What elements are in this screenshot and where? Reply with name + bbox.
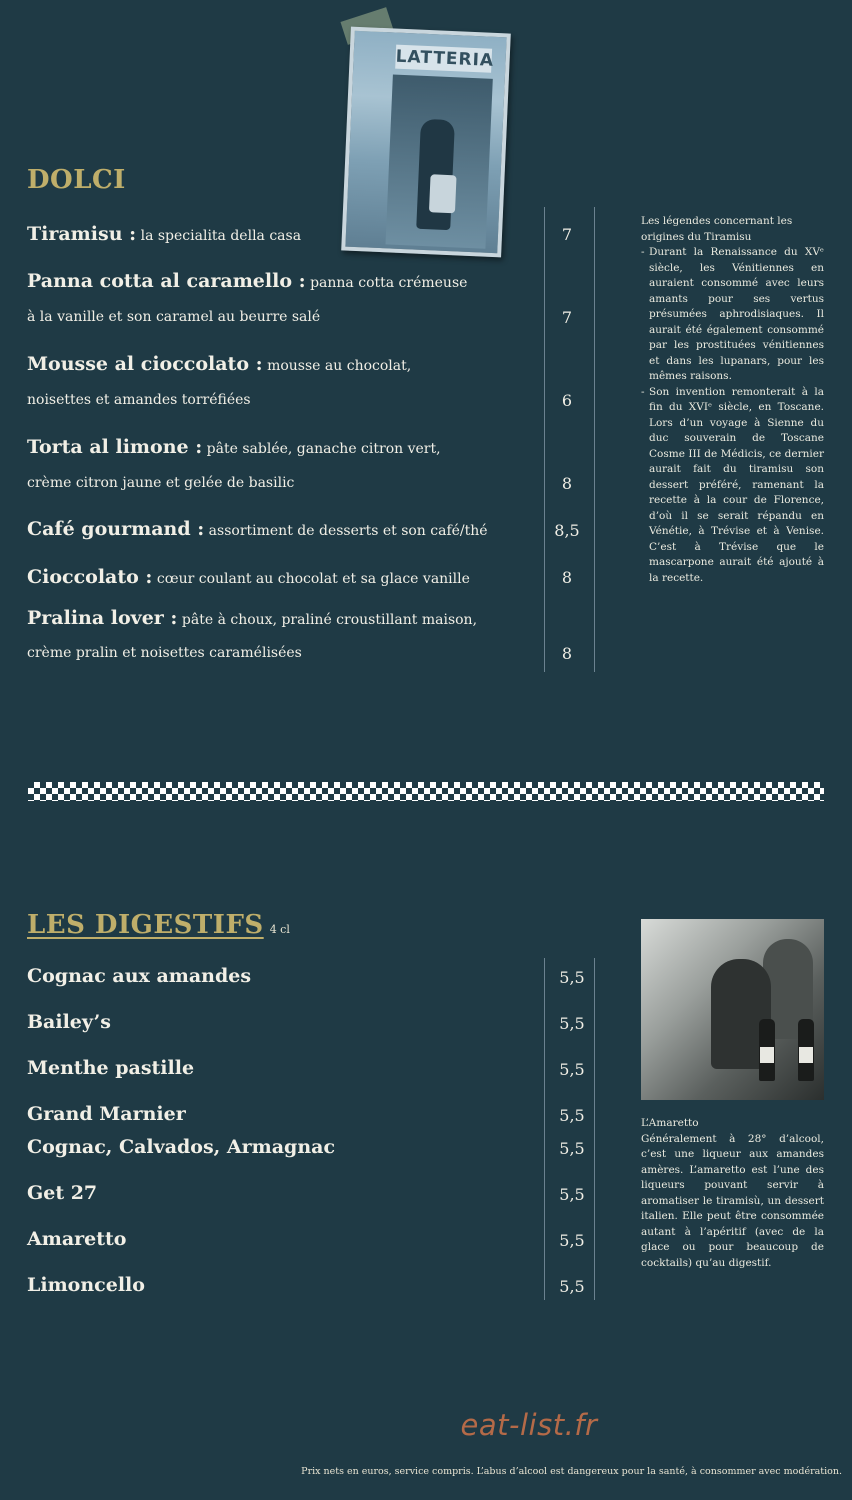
digestif-price: 5,5 <box>559 1139 585 1158</box>
dessert-desc: panna cotta crémeuse <box>305 275 468 291</box>
dessert-item <box>27 224 301 246</box>
digestif-name: Amaretto <box>27 1228 127 1250</box>
dolci-title: DOLCI <box>27 165 126 195</box>
dolci-price-rule-left <box>544 207 545 672</box>
digestif-price: 5,5 <box>559 1014 585 1033</box>
dessert-price: 8 <box>561 568 573 587</box>
checkered-divider <box>28 782 824 801</box>
dessert-item <box>27 437 441 459</box>
digestif-price: 5,5 <box>559 1106 585 1125</box>
dessert-desc: cœur coulant au chocolat et sa glace vanille <box>152 571 470 587</box>
dessert-name: Torta al limone : <box>27 436 203 458</box>
latteria-photo <box>341 27 511 258</box>
digestif-name: Bailey’s <box>27 1011 111 1033</box>
digestif-price: 5,5 <box>559 1060 585 1079</box>
tiramisu-legend-note <box>641 214 824 586</box>
dessert-price: 7 <box>561 308 573 327</box>
dessert-item <box>27 608 477 630</box>
photo-bottle-label <box>799 1047 813 1063</box>
digestif-name: Cognac, Calvados, Armagnac <box>27 1136 336 1158</box>
digestifs-heading <box>27 910 290 940</box>
digestif-price: 5,5 <box>559 1185 585 1204</box>
dessert-item <box>27 519 488 541</box>
dessert-price: 8,5 <box>554 521 580 540</box>
digestif-name: Cognac aux amandes <box>27 965 252 987</box>
amaretto-note-heading: L’Amaretto <box>641 1117 699 1129</box>
digestif-name: Menthe pastille <box>27 1057 195 1079</box>
tiramisu-note-bullet: - Durant la Renaissance du XVᵉ siècle, les Vénitiennes en auraient consommé avec leurs amants pour ses vertus présumées aphrodisiaques. Il aurait été également consommé par les prostituées vénitiennes et dans les lupanars, pour les mêmes raisons. <box>641 245 824 385</box>
dessert-price: 6 <box>561 391 573 410</box>
digestifs-price-rule-left <box>544 958 545 1300</box>
dessert-item <box>27 567 470 589</box>
dessert-desc: pâte sablée, ganache citron vert, <box>202 441 441 457</box>
dessert-desc: mousse au chocolat, <box>262 358 412 374</box>
dessert-desc: pâte à choux, praliné croustillant maison, <box>177 612 478 628</box>
digestif-name: Limoncello <box>27 1274 145 1296</box>
dessert-desc-line2: noisettes et amandes torréfiées <box>27 392 251 408</box>
dessert-price: 7 <box>561 225 573 244</box>
dessert-name: Mousse al cioccolato : <box>27 353 263 375</box>
digestifs-unit: 4 cl <box>269 923 290 936</box>
dessert-name: Café gourmand : <box>27 518 205 540</box>
digestif-price: 5,5 <box>559 1231 585 1250</box>
dessert-item <box>27 354 411 376</box>
watermark: eat-list.fr <box>460 1408 598 1442</box>
dessert-price: 8 <box>561 474 573 493</box>
photo-bottle-label <box>760 1047 774 1063</box>
digestif-price: 5,5 <box>559 1277 585 1296</box>
dessert-name: Panna cotta al caramello : <box>27 270 306 292</box>
dessert-name: Tiramisu : <box>27 223 137 245</box>
tiramisu-note-heading: Les légendes concernant les origines du Tiramisu <box>641 215 793 243</box>
digestif-name: Grand Marnier <box>27 1103 186 1125</box>
dessert-desc-line2: crème citron jaune et gelée de basilic <box>27 475 295 491</box>
dessert-name: Pralina lover : <box>27 607 178 629</box>
photo-milk-can <box>429 174 457 213</box>
tiramisu-note-bullet: - Son invention remonterait à la fin du XVIᵉ siècle, en Toscane. Lors d’un voyage à Sienne du duc souverain de Toscane Cosme III de Médicis, ce dernier aurait fait du tiramisu son dessert préféré, ramenant la recette à la cour de Florence, d’où il se serait répandu en Vénétie, à Trévise et à Venise. C’est à Trévise que le mascarpone aurait été ajouté à la recette. <box>641 385 824 587</box>
footer-note: Prix nets en euros, service compris. L’abus d’alcool est dangereux pour la santé, à consommer avec modération. <box>301 1466 842 1477</box>
digestif-name: Get 27 <box>27 1182 98 1204</box>
dessert-desc-line2: crème pralin et noisettes caramélisées <box>27 645 302 661</box>
amaretto-note-text: Généralement à 28° d’alcool, c’est une liqueur aux amandes amères. L’amaretto est l’une des liqueurs pouvant servir à aromatiser le tiramisù, un dessert italien. Elle peut être consommée autant à l’apéritif (avec de la glace ou pour beaucoup de cocktails) qu’au digestif. <box>641 1132 824 1269</box>
dessert-desc-line2: à la vanille et son caramel au beurre salé <box>27 309 321 325</box>
dessert-desc: assortiment de desserts et son café/thé <box>204 523 488 539</box>
digestif-price: 5,5 <box>559 968 585 987</box>
dessert-item <box>27 271 467 293</box>
amaretto-note <box>641 1116 824 1271</box>
dessert-price: 8 <box>561 644 573 663</box>
bartender-photo <box>641 919 824 1100</box>
latteria-sign: LATTERIA <box>395 46 495 71</box>
dolci-price-rule-right <box>594 207 595 672</box>
digestifs-title: LES DIGESTIFS <box>27 910 264 940</box>
dessert-desc: la specialita della casa <box>136 228 302 244</box>
dessert-name: Cioccolato : <box>27 566 153 588</box>
